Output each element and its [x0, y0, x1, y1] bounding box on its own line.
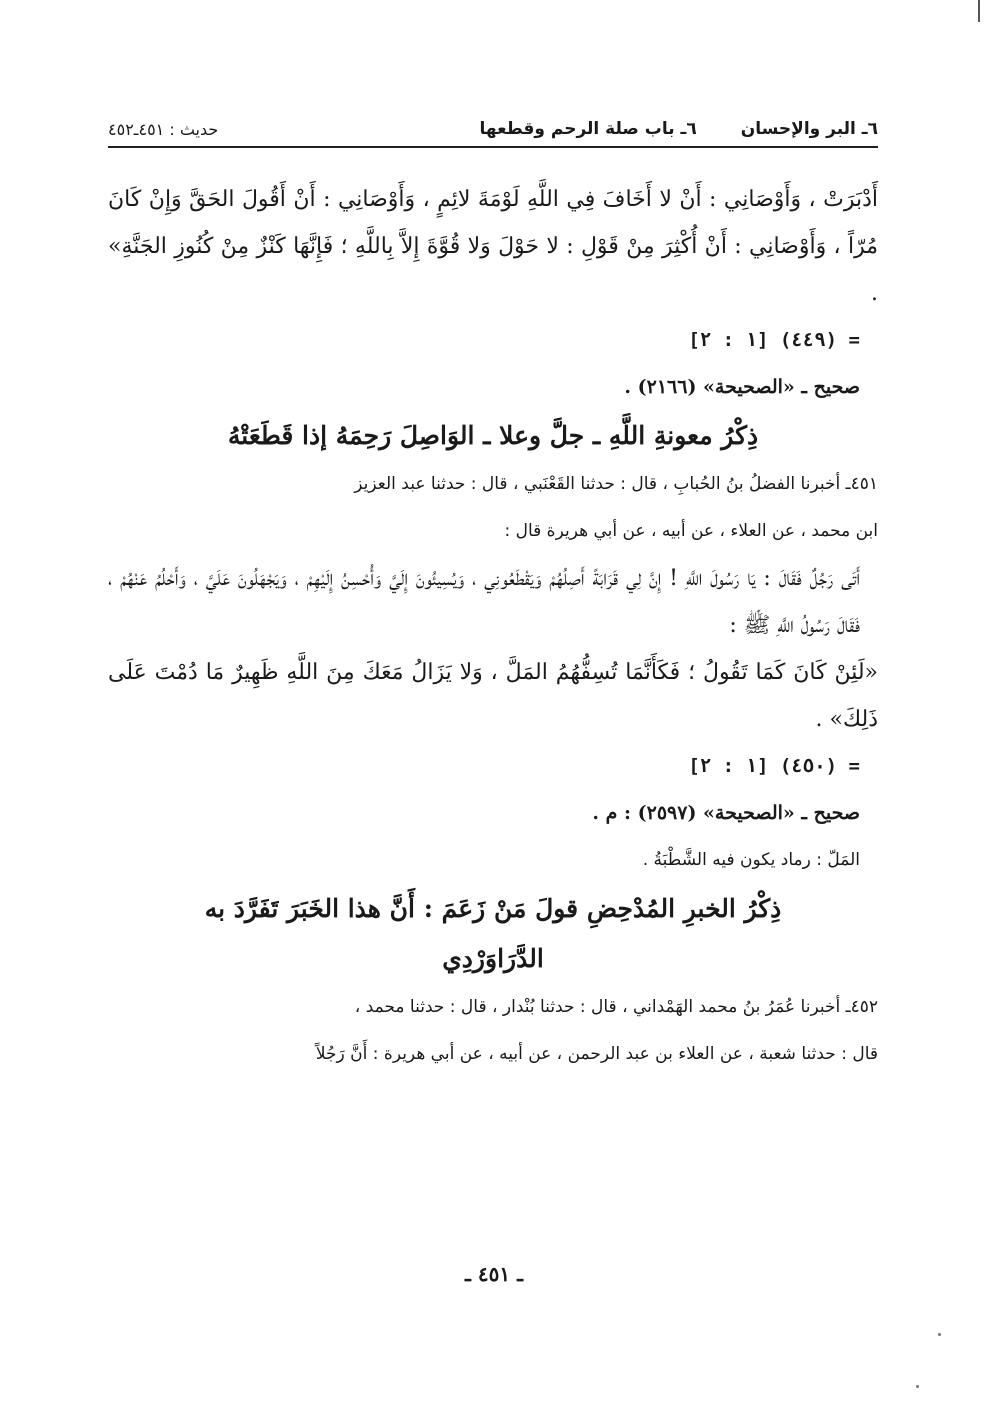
running-header — [108, 112, 878, 148]
scan-edge-mark — [978, 0, 980, 22]
page-number: ـ ٤٥١ ـ — [465, 1262, 523, 1286]
narration-chain-line: ابن محمد ، عن العلاء ، عن أبيه ، عن أبي هريرة قال : — [504, 521, 878, 541]
scan-speck — [938, 1333, 941, 1336]
section-heading: ذِكْرُ الخبرِ المُدْحِضِ قولَ مَنْ زَعَمَ : أَنَّ هذا الخَبَرَ تَفَرَّدَ به — [204, 894, 782, 923]
hadith-narrative: أَتَى رَجُلٌ فَقَالَ : يَا رَسُولَ اللَّهِ ! إِنَّ لِي قَرَابَةً أَصِلُهُمْ وَيَقْطَعُونِي ، وَيُسِيئُونَ إِلَيَّ وَأُحْسِنُ إِلَيْهِمْ ، وَيَجْهَلُونَ عَلَيَّ ، وَأَحْلُمُ عَنْهُمْ ، فَقَالَ رَسُولُ اللَّهِ ﷺ : — [108, 566, 860, 638]
section-heading: ذِكْرُ معونةِ اللَّهِ ـ جلَّ وعلا ـ الوَاصِلَ رَحِمَهُ إذا قَطَعَتْهُ — [227, 421, 759, 450]
chapter-title: ٦ـ باب صلة الرحم وقطعها — [479, 119, 697, 139]
authenticity-grade: صحيح ـ «الصحيحة» (٢١٦٦) . — [624, 376, 860, 398]
hadith-saying: «لَئِنْ كَانَ كَمَا تَقُولُ ؛ فَكَأَنَّمَا تُسِفُّهُمُ المَلَّ ، وَلا يَزَالُ مَعَكَ مِنَ اللَّهِ ظَهِيرٌ مَا دُمْتَ عَلَى ذَلِكَ» . — [108, 660, 878, 732]
section-heading-continued: الدَّرَاوَرْدِي — [442, 944, 544, 973]
narration-chain-line: قال : حدثنا شعبة ، عن العلاء بن عبد الرحمن ، عن أبيه ، عن أبي هريرة : أَنَّ رَجُلاً — [315, 1044, 878, 1064]
glossary-note: المَلّ : رماد يكون فيه الشَّطْبَةُ . — [642, 850, 860, 870]
scan-speck — [916, 1385, 919, 1388]
narration-chain-line: ٤٥٢ـ أخبرنا عُمَرُ بنُ محمد الهَمْداني ، قال : حدثنا بُنْدار ، قال : حدثنا محمد ، — [354, 997, 878, 1017]
book-section-title: ٦ـ البر والإحسان — [740, 119, 878, 139]
cross-reference: = (٤٤٩) [١ : ٢] — [688, 329, 860, 351]
cross-reference: = (٤٥٠) [١ : ٢] — [688, 755, 860, 777]
hadith-range: حديث : ٤٥١ـ٤٥٢ — [108, 119, 219, 139]
continued-hadith-text: أَدْبَرَتْ ، وَأَوْصَانِي : أَنْ لا أَخَافَ فِي اللَّهِ لَوْمَةَ لائِمٍ ، وَأَوْصَانِي : أَنْ أَقُولَ الحَقَّ وَإِنْ كَانَ مُرّاً ، وَأَوْصَانِي : أَنْ أُكْثِرَ مِنْ قَوْلِ : لا حَوْلَ وَلا قُوَّةَ إِلاَّ بِاللَّهِ ؛ فَإِنَّهَا كَنْزٌ مِنْ كُنُوزِ الجَنَّةِ» . — [108, 187, 878, 306]
narration-chain-line: ٤٥١ـ أخبرنا الفضلُ بنُ الحُبابِ ، قال : حدثنا القَعْنَبي ، قال : حدثنا عبد العزيز — [354, 474, 878, 494]
header-titles — [480, 119, 879, 139]
page-body — [108, 176, 878, 1078]
authenticity-grade: صحيح ـ «الصحيحة» (٢٥٩٧) : م . — [592, 802, 860, 824]
